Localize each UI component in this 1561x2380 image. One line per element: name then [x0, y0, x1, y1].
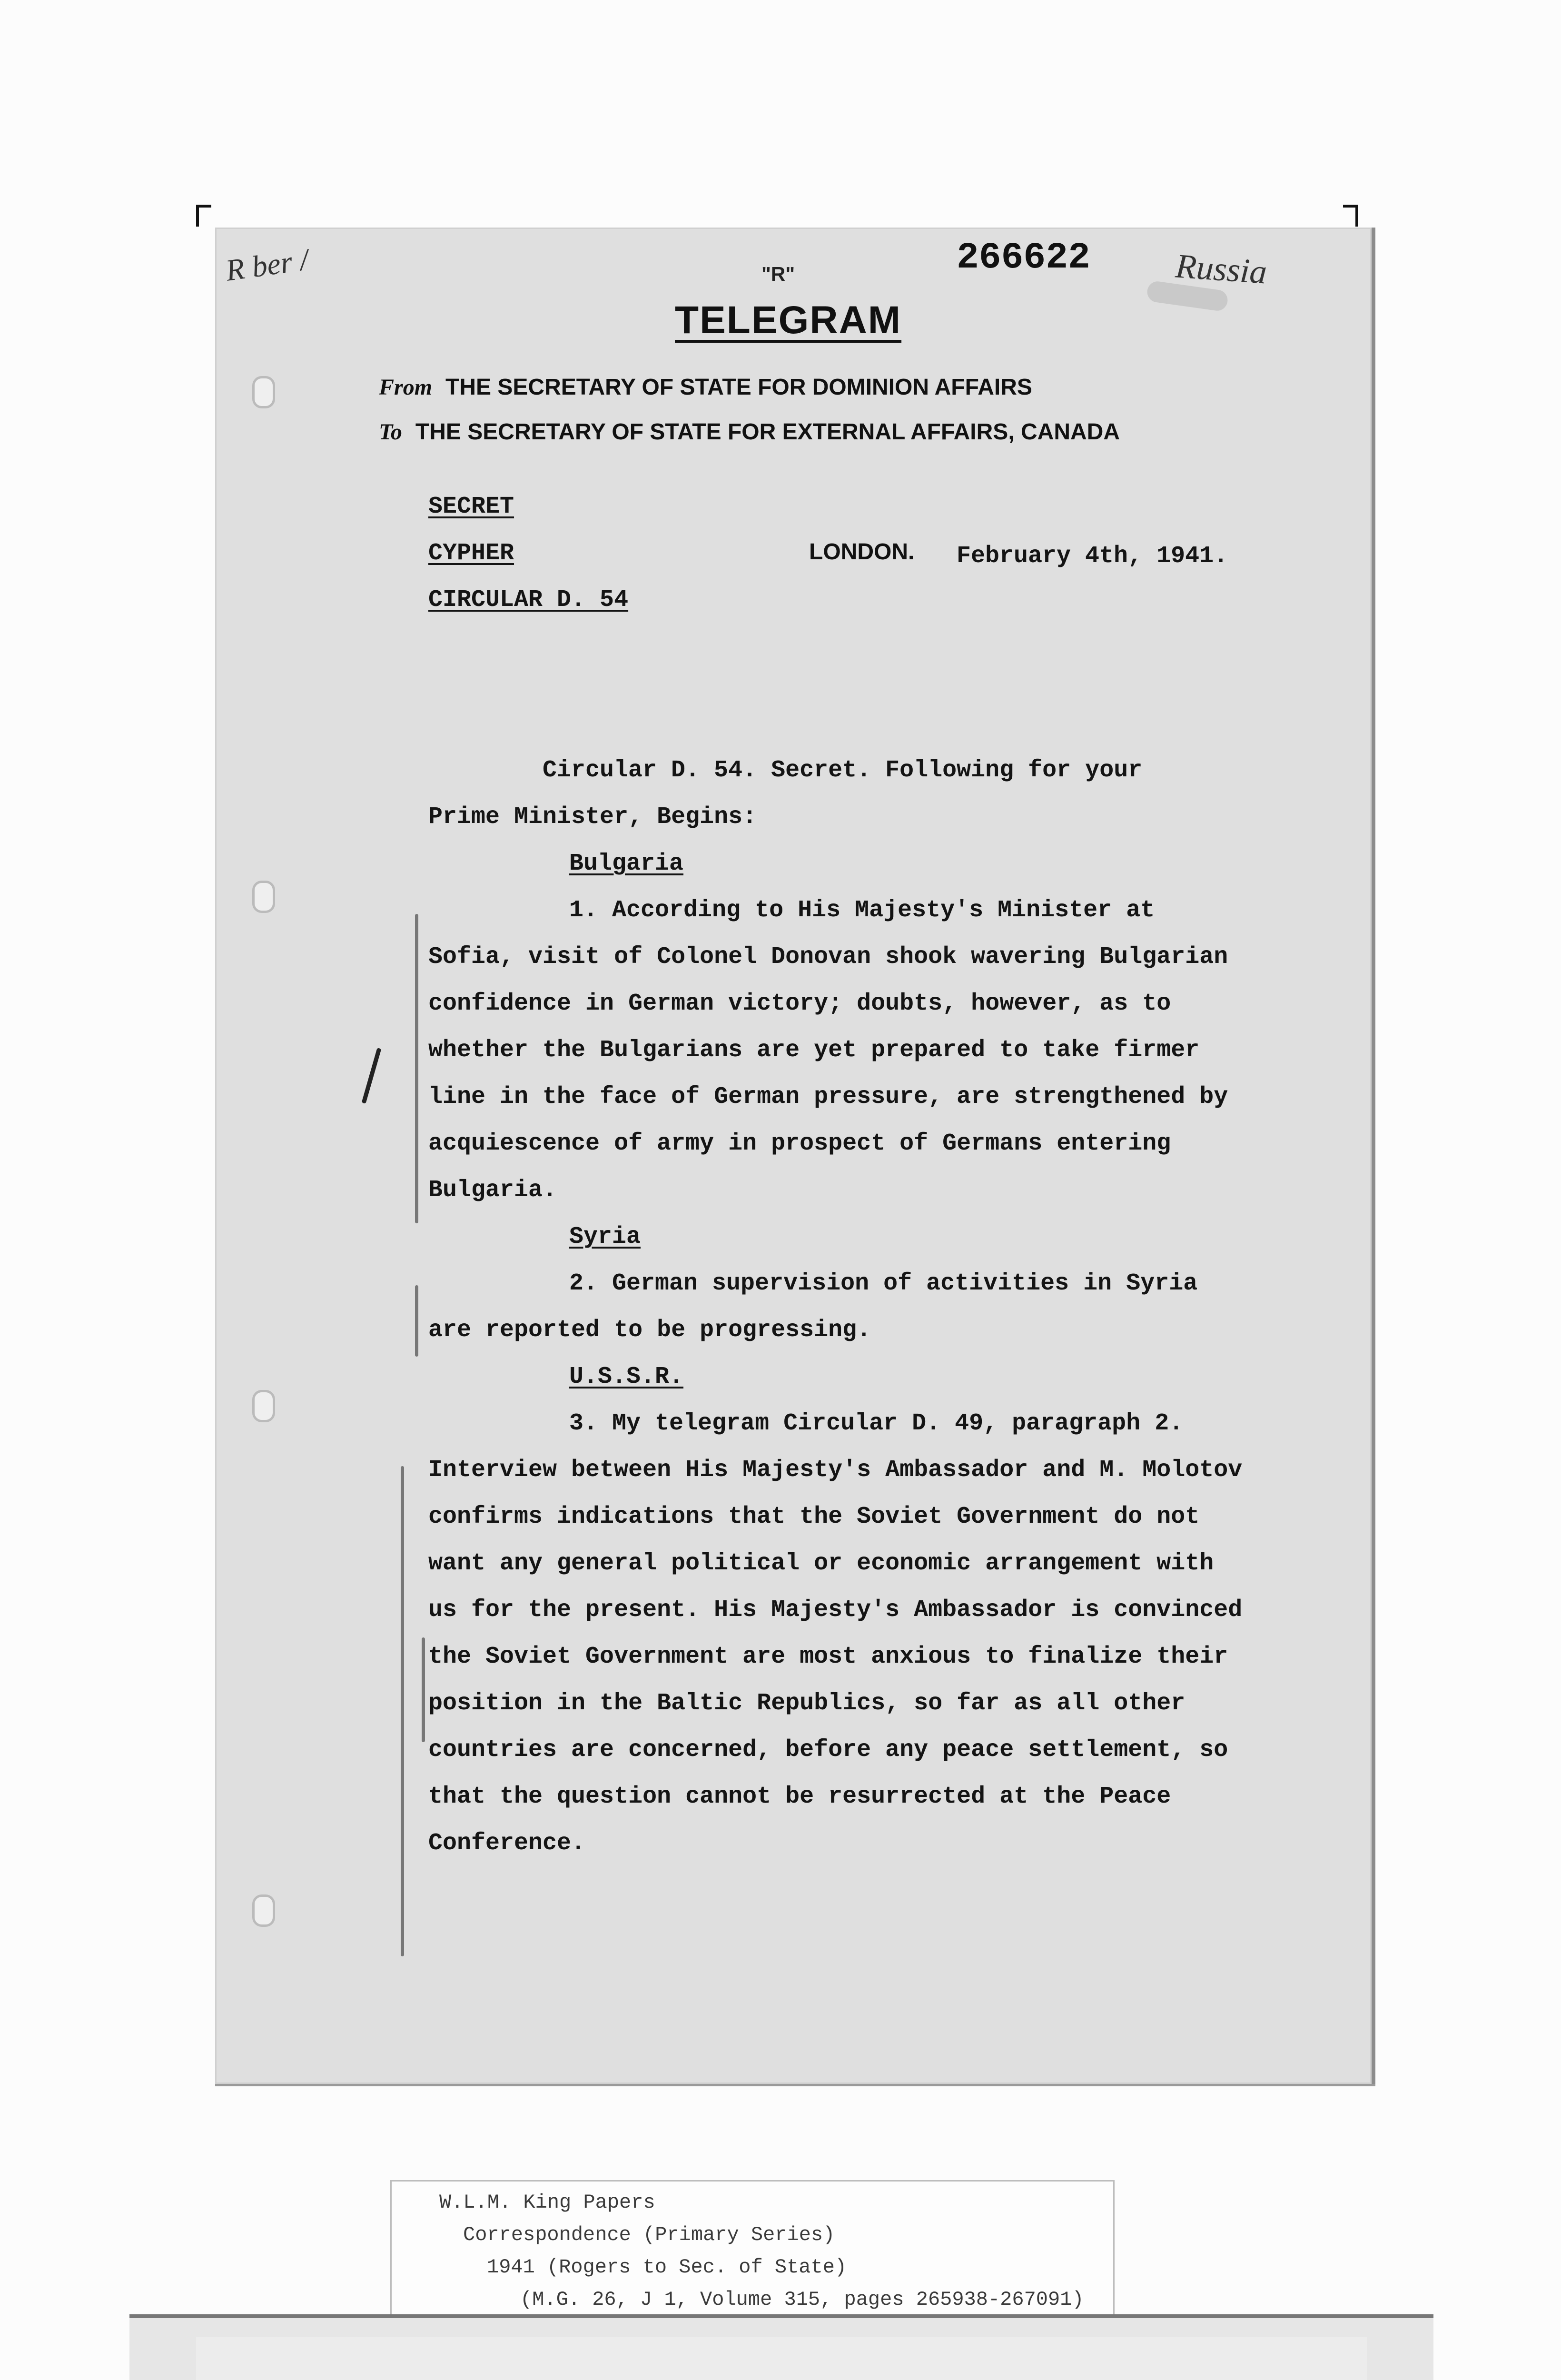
crop-mark-top-right — [1343, 205, 1358, 227]
section-heading-ussr: U.S.S.R. — [569, 1363, 684, 1390]
place-london: LONDON. — [809, 539, 915, 565]
to-label: To — [379, 419, 402, 445]
reference-line-1: W.L.M. King Papers — [439, 2191, 655, 2214]
ussr-line-7: position in the Baltic Republics, so far as all other — [428, 1690, 1186, 1717]
classification-circular: CIRCULAR D. 54 — [428, 586, 629, 614]
from-text: THE SECRETARY OF STATE FOR DOMINION AFFAIRS — [445, 375, 1032, 400]
from-line — [379, 374, 1032, 400]
archive-banner-panel — [196, 2337, 1367, 2380]
margin-line-syria — [415, 1285, 418, 1357]
ussr-line-4: want any general political or economic arrangement with — [428, 1550, 1214, 1577]
syria-line-1: 2. German supervision of activities in Syria — [569, 1270, 1198, 1297]
margin-line-ussr-inner — [422, 1637, 425, 1742]
bulgaria-line-3: confidence in German victory; doubts, however, as to — [428, 990, 1171, 1017]
ussr-line-9: that the question cannot be resurrected at the Peace — [428, 1783, 1171, 1810]
crop-mark-top-left — [196, 205, 211, 227]
margin-line-bulgaria — [415, 914, 418, 1223]
classification-secret: SECRET — [428, 493, 514, 520]
punch-hole — [252, 376, 275, 408]
ussr-line-8: countries are concerned, before any peace settlement, so — [428, 1736, 1228, 1764]
sheet-edge-shadow — [1372, 228, 1375, 2084]
punch-hole — [252, 1894, 275, 1927]
reference-line-4: (M.G. 26, J 1, Volume 315, pages 265938-267091) — [520, 2288, 1084, 2311]
ussr-line-10: Conference. — [428, 1830, 586, 1857]
ussr-line-3: confirms indications that the Soviet Government do not — [428, 1503, 1200, 1530]
intro-line-1: Circular D. 54. Secret. Following for your — [543, 757, 1143, 784]
bulgaria-line-2: Sofia, visit of Colonel Donovan shook wavering Bulgarian — [428, 943, 1228, 971]
bulgaria-line-4: whether the Bulgarians are yet prepared to take firmer — [428, 1037, 1200, 1064]
telegram-date: February 4th, 1941. — [957, 543, 1228, 570]
classification-cypher: CYPHER — [428, 540, 514, 567]
to-line — [379, 419, 1120, 445]
prefix-mark: "R" — [761, 263, 795, 285]
bulgaria-line-6: acquiescence of army in prospect of Germans entering — [428, 1130, 1171, 1157]
margin-line-ussr — [401, 1466, 404, 1956]
document-serial-number: 266622 — [957, 237, 1090, 279]
reference-line-2: Correspondence (Primary Series) — [463, 2223, 835, 2246]
reference-line-3: 1941 (Rogers to Sec. of State) — [487, 2256, 847, 2279]
telegram-title: TELEGRAM — [675, 298, 902, 342]
punch-hole — [252, 881, 275, 913]
ussr-line-5: us for the present. His Majesty's Ambassador is convinced — [428, 1597, 1243, 1624]
reference-card — [390, 2180, 1115, 2330]
sheet-bottom-shadow — [215, 2084, 1375, 2086]
section-heading-syria: Syria — [569, 1223, 641, 1250]
intro-line-2: Prime Minister, Begins: — [428, 803, 757, 831]
ussr-line-6: the Soviet Government are most anxious to finalize their — [428, 1643, 1228, 1670]
to-text: THE SECRETARY OF STATE FOR EXTERNAL AFFAIRS, CANADA — [415, 419, 1120, 445]
bulgaria-line-7: Bulgaria. — [428, 1177, 557, 1204]
archive-banner — [129, 2314, 1433, 2380]
punch-hole — [252, 1390, 275, 1422]
bulgaria-line-1: 1. According to His Majesty's Minister at — [569, 897, 1155, 924]
bulgaria-line-5: line in the face of German pressure, are strengthened by — [428, 1083, 1228, 1111]
handwritten-note-top-right: Russia — [1174, 247, 1268, 291]
ussr-line-1: 3. My telegram Circular D. 49, paragraph 2. — [569, 1410, 1184, 1437]
handwritten-note-top-left: R ber / — [223, 242, 311, 288]
syria-line-2: are reported to be progressing. — [428, 1317, 871, 1344]
from-label: From — [379, 375, 433, 400]
ussr-line-2: Interview between His Majesty's Ambassador and M. Molotov — [428, 1457, 1243, 1484]
section-heading-bulgaria: Bulgaria — [569, 850, 684, 877]
